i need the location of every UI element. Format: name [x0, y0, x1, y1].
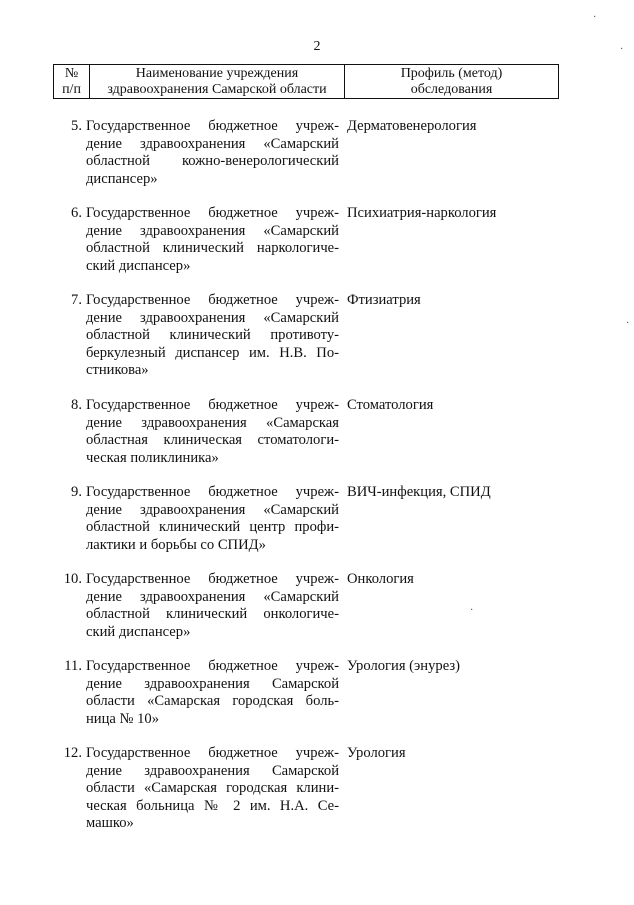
header-institution-line-2: здравоохранения Самарской области	[107, 82, 327, 97]
examination-profile: Урология (энурез)	[347, 658, 460, 674]
institution-name: Государственное бюджетное учреж-дение здравоохранения «Самарский областной клинический центр профи-лактики и борьбы со СПИД»	[86, 484, 339, 553]
institution-name: Государственное бюджетное учреж-дение здравоохранения «Самарский областной кожно-венерологический диспансер»	[86, 118, 339, 187]
examination-profile: Стоматология	[347, 397, 434, 413]
row-number: 10.	[63, 571, 82, 587]
header-number-line-2: п/п	[62, 81, 81, 97]
institution-name: Государственное бюджетное учреж-дение здравоохранения «Самарский областной клинический противоту-беркулезный диспансер им. Н.В. По-стникова»	[86, 292, 339, 379]
page-number: 2	[313, 39, 321, 54]
table-row	[53, 292, 559, 380]
scan-speck: ·	[593, 12, 597, 23]
header-institution-column	[90, 65, 345, 98]
header-number-line-1: №	[64, 65, 79, 81]
table-row	[53, 571, 559, 641]
examination-profile: Урология	[347, 745, 406, 761]
institution-name: Государственное бюджетное учреж-дение здравоохранения «Самарский областной клинический наркологиче-ский диспансер»	[86, 205, 339, 274]
institution-name: Государственное бюджетное учреж-дение здравоохранения Самарской области «Самарская городская клини-ческая больница № 2 им. Н.А. Се-машко»	[86, 745, 339, 832]
row-number: 7.	[71, 292, 82, 308]
row-number: 9.	[71, 484, 82, 500]
scan-speck: ·	[626, 318, 630, 329]
institution-name: Государственное бюджетное учреж-дение здравоохранения «Самарская областная клиническая стоматологи-ческая поликлиника»	[86, 397, 339, 466]
table-row	[53, 484, 559, 554]
table-row	[53, 118, 559, 188]
row-number: 8.	[71, 397, 82, 413]
table-row	[53, 397, 559, 467]
table-row	[53, 745, 559, 833]
row-number: 5.	[71, 118, 82, 134]
scan-speck: ·	[620, 44, 624, 55]
header-profile-line-1: Профиль (метод)	[400, 65, 503, 81]
table-row	[53, 658, 559, 728]
row-number: 11.	[64, 658, 82, 674]
examination-profile: Психиатрия-наркология	[347, 205, 497, 221]
row-number: 6.	[71, 205, 82, 221]
header-profile-column	[345, 65, 558, 98]
row-number: 12.	[63, 745, 82, 761]
institution-name: Государственное бюджетное учреж-дение здравоохранения Самарской области «Самарская городская боль-ница № 10»	[86, 658, 339, 727]
examination-profile: Фтизиатрия	[347, 292, 421, 308]
header-number-column	[54, 65, 90, 98]
institution-name: Государственное бюджетное учреж-дение здравоохранения «Самарский областной клинический онкологиче-ский диспансер»	[86, 571, 339, 640]
examination-profile: Онкология	[347, 571, 414, 587]
examination-profile: Дерматовенерология	[347, 118, 477, 134]
scan-speck: ·	[470, 605, 474, 616]
examination-profile: ВИЧ-инфекция, СПИД	[347, 484, 491, 500]
table-header	[53, 64, 559, 99]
header-profile-line-2: обследования	[410, 81, 493, 97]
table-row	[53, 205, 559, 275]
header-institution-line-1: Наименование учреждения	[135, 66, 299, 81]
